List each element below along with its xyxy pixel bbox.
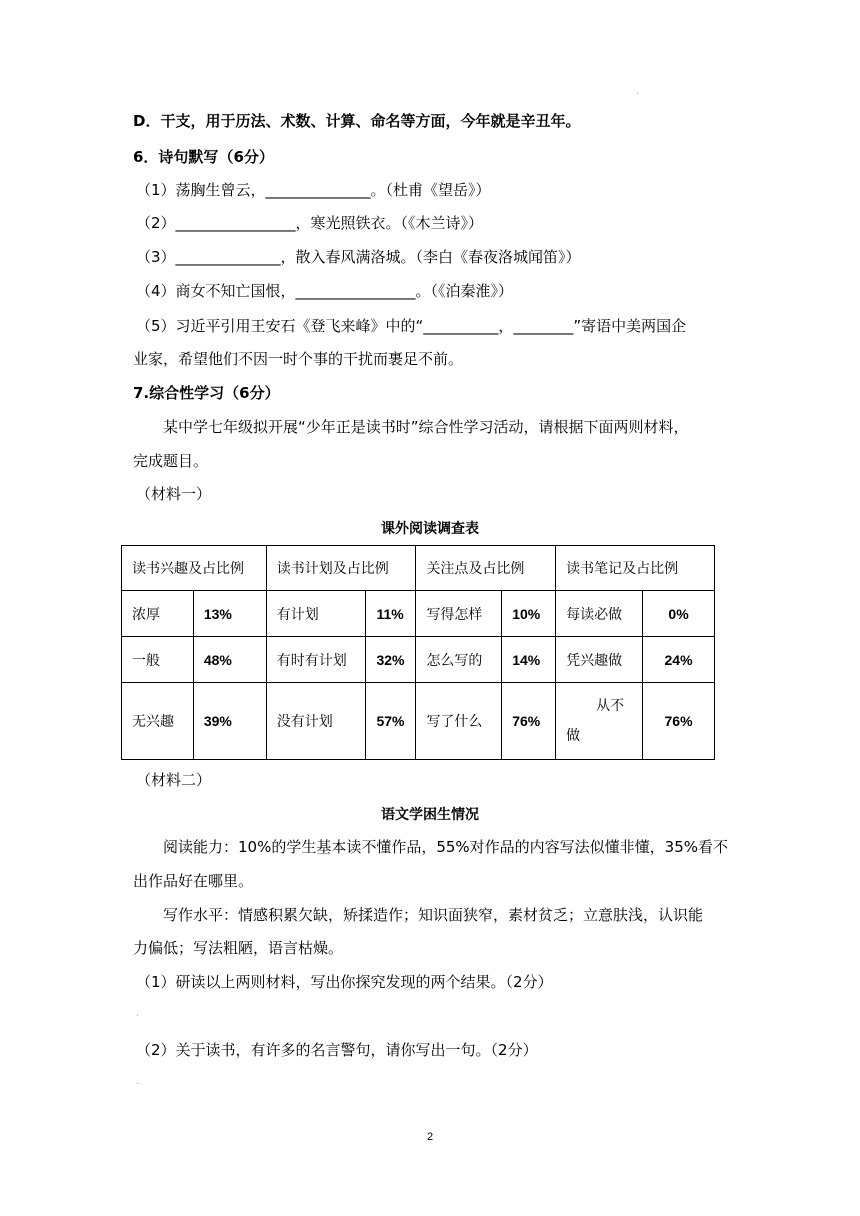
table-row	[122, 591, 715, 637]
table-cell: 凭兴趣做	[556, 637, 643, 683]
option-d-line: D．干支，用于历法、术数、计算、命名等方面，今年就是辛丑年。	[133, 112, 581, 130]
header-plan: 读书计划及占比例	[266, 546, 416, 591]
table-cell-wrapped	[556, 683, 643, 760]
header-notes: 读书笔记及占比例	[556, 546, 715, 591]
table-title: 课外阅读调查表	[381, 521, 479, 537]
material1-label: （材料一）	[136, 485, 212, 503]
table-cell: 11%	[366, 591, 416, 637]
material2-label: （材料二）	[136, 771, 212, 789]
table-cell: 写了什么	[416, 683, 502, 760]
page-number: 2	[426, 1131, 434, 1143]
wrapped-text-first: 从不	[596, 698, 625, 714]
q6-title: 6．诗句默写（6分）	[133, 148, 274, 166]
q6-item-4: （4）商女不知亡国恨，________________。（《泊秦淮》）	[136, 282, 514, 300]
table-cell: 39%	[193, 683, 266, 760]
table-cell: 76%	[502, 683, 556, 760]
table-cell: 0%	[643, 591, 715, 637]
q6-item-5-cont: 业家，希望他们不因一时个事的干扰而裹足不前。	[133, 350, 464, 368]
table-header-row	[122, 546, 715, 591]
header-interest: 读书兴趣及占比例	[122, 546, 267, 591]
q7-sub-1: （1）研读以上两则材料，写出你探究发现的两个结果。（2分）	[136, 973, 553, 991]
blank-dot-1: .	[136, 1008, 140, 1019]
q6-item-3: （3）______________，散入春风满洛城。（李白《春夜洛城闻笛》）	[136, 248, 581, 266]
table-cell: 57%	[366, 683, 416, 760]
q7-intro-line-2: 完成题目。	[133, 452, 209, 470]
header-focus: 关注点及占比例	[416, 546, 556, 591]
table-cell: 浓厚	[122, 591, 194, 637]
table-cell: 10%	[502, 591, 556, 637]
material2-title: 语文学困生情况	[381, 807, 479, 823]
m2-writing-line-2: 力偏低；写法粗陋，语言枯燥。	[133, 939, 344, 957]
top-dot: .	[636, 86, 640, 97]
table-cell: 48%	[193, 637, 266, 683]
table-cell: 32%	[366, 637, 416, 683]
table-row	[122, 683, 715, 760]
q7-title: 7.综合性学习（6分）	[133, 384, 280, 402]
table-cell: 76%	[643, 683, 715, 760]
table-cell: 有计划	[266, 591, 366, 637]
table-cell: 13%	[193, 591, 266, 637]
blank-dot-2: .	[136, 1076, 140, 1087]
q6-item-1: （1）荡胸生曾云，______________。（杜甫《望岳》）	[136, 181, 491, 199]
reading-survey-table	[121, 545, 715, 760]
m2-reading-line-1: 阅读能力：10%的学生基本读不懂作品，55%对作品的内容写法似懂非懂，35%看不	[163, 838, 729, 856]
m2-reading-line-2: 出作品好在哪里。	[133, 872, 254, 890]
q7-intro-line-1: 某中学七年级拟开展“少年正是读书时”综合性学习活动，请根据下面两则材料，	[163, 418, 689, 436]
table-cell: 怎么写的	[416, 637, 502, 683]
m2-writing-line-1: 写作水平：情感积累欠缺，矫揉造作；知识面狭窄，素材贫乏；立意肤浅，认识能	[163, 906, 704, 924]
table-cell: 每读必做	[556, 591, 643, 637]
wrapped-text-second: 做	[566, 728, 581, 744]
table-cell: 有时有计划	[266, 637, 366, 683]
table-cell: 写得怎样	[416, 591, 502, 637]
q6-item-5: （5）习近平引用王安石《登飞来峰》中的“__________，________”寄语中美两国企	[136, 317, 687, 335]
table-cell: 一般	[122, 637, 194, 683]
table-cell: 无兴趣	[122, 683, 194, 760]
table-cell: 14%	[502, 637, 556, 683]
q6-item-2: （2）________________，寒光照铁衣。（《木兰诗》）	[136, 214, 484, 232]
table-cell: 24%	[643, 637, 715, 683]
q7-sub-2: （2）关于读书，有许多的名言警句，请你写出一句。（2分）	[136, 1041, 538, 1059]
table-row	[122, 637, 715, 683]
table-cell: 没有计划	[266, 683, 366, 760]
